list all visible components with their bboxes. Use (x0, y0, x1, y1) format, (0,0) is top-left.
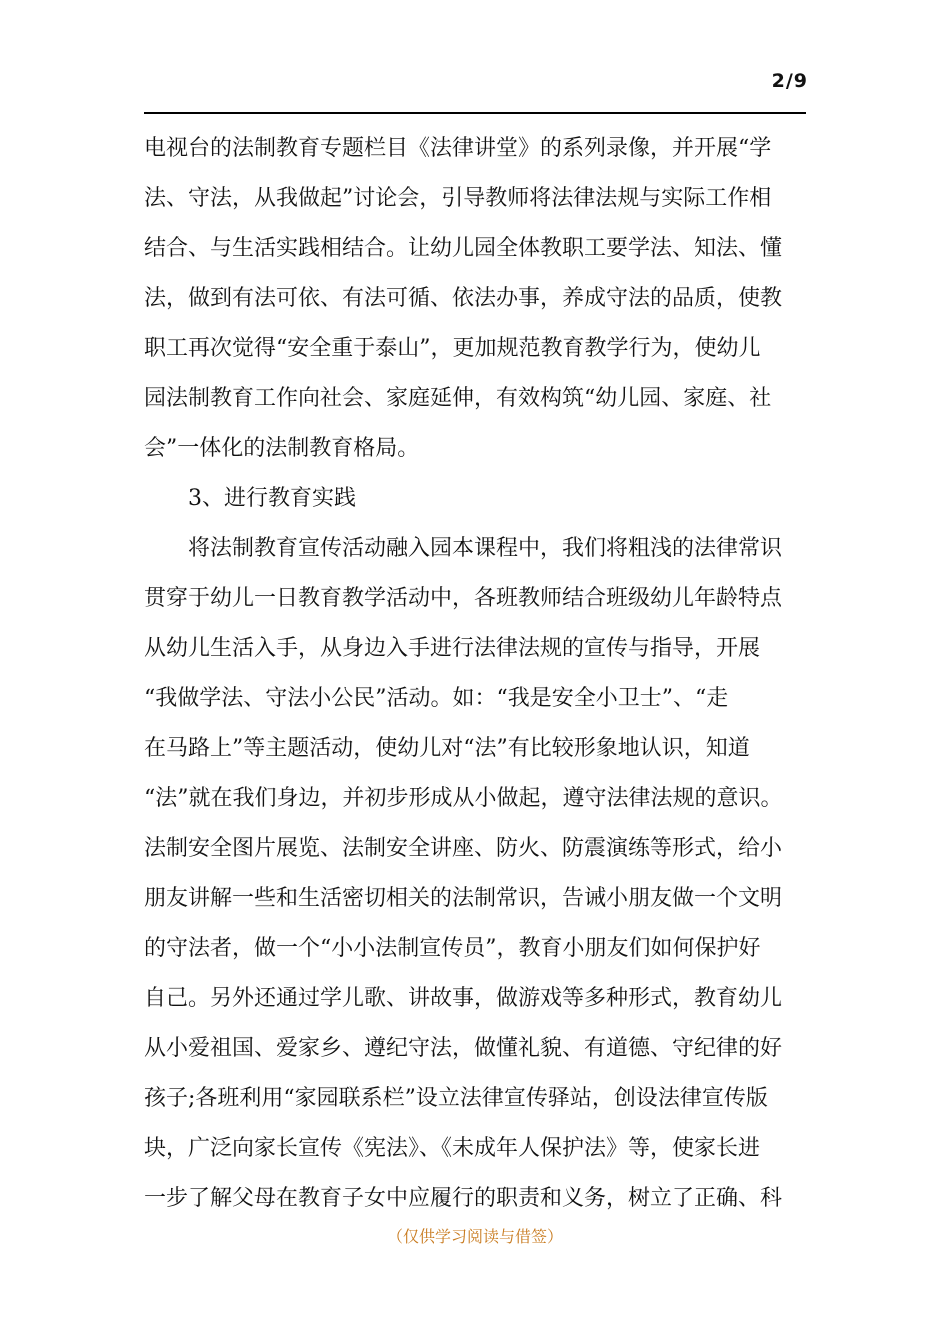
text-line: 法制安全图片展览、法制安全讲座、防火、防震演练等形式，给小 (144, 836, 783, 861)
text-line: 从小爱祖国、爱家乡、遵纪守法，做懂礼貌、有道德、守纪律的好 (144, 1036, 783, 1061)
text-line: “法”就在我们身边，并初步形成从小做起，遵守法律法规的意识。 (144, 786, 783, 811)
text-line: 法、守法，从我做起”讨论会，引导教师将法律法规与实际工作相 (144, 186, 772, 211)
page-number: 2/9 (771, 70, 808, 92)
text-line: 法，做到有法可依、有法可循、依法办事，养成守法的品质，使教 (144, 286, 783, 311)
text-line: 朋友讲解一些和生活密切相关的法制常识，告诫小朋友做一个文明 (144, 886, 783, 911)
text-line: 从幼儿生活入手，从身边入手进行法律法规的宣传与指导，开展 (144, 636, 761, 661)
text-line: “我做学法、守法小公民”活动。如：“我是安全小卫士”、“走 (144, 686, 729, 711)
text-line: 结合、与生活实践相结合。让幼儿园全体教职工要学法、知法、懂 (144, 236, 783, 261)
text-line: 一步了解父母在教育子女中应履行的职责和义务，树立了正确、科 (144, 1186, 783, 1211)
section-heading: 3、进行教育实践 (188, 486, 356, 511)
paragraph-start-line: 将法制教育宣传活动融入园本课程中，我们将粗浅的法律常识 (188, 536, 783, 561)
text-line: 自己。另外还通过学儿歌、讲故事，做游戏等多种形式，教育幼儿 (144, 986, 783, 1011)
text-line: 会”一体化的法制教育格局。 (144, 436, 420, 461)
text-line: 在马路上”等主题活动，使幼儿对“法”有比较形象地认识，知道 (144, 736, 750, 761)
text-line: 电视台的法制教育专题栏目《法律讲堂》的系列录像，并开展“学 (144, 136, 772, 161)
footer-disclaimer: （仅供学习阅读与借签） (386, 1227, 563, 1246)
text-line: 职工再次觉得“安全重于泰山”，更加规范教育教学行为，使幼儿 (144, 336, 761, 361)
text-line: 孩子;各班利用“家园联系栏”设立法律宣传驿站，创设法律宣传版 (144, 1086, 768, 1111)
text-line: 的守法者，做一个“小小法制宣传员”，教育小朋友们如何保护好 (144, 936, 761, 961)
header-divider (144, 112, 806, 114)
text-line: 块，广泛向家长宣传《宪法》、《未成年人保护法》等，使家长进 (144, 1136, 761, 1161)
text-line: 贯穿于幼儿一日教育教学活动中，各班教师结合班级幼儿年龄特点 (144, 586, 783, 611)
document-body (144, 124, 806, 1224)
text-line: 园法制教育工作向社会、家庭延伸，有效构筑“幼儿园、家庭、社 (144, 386, 772, 411)
